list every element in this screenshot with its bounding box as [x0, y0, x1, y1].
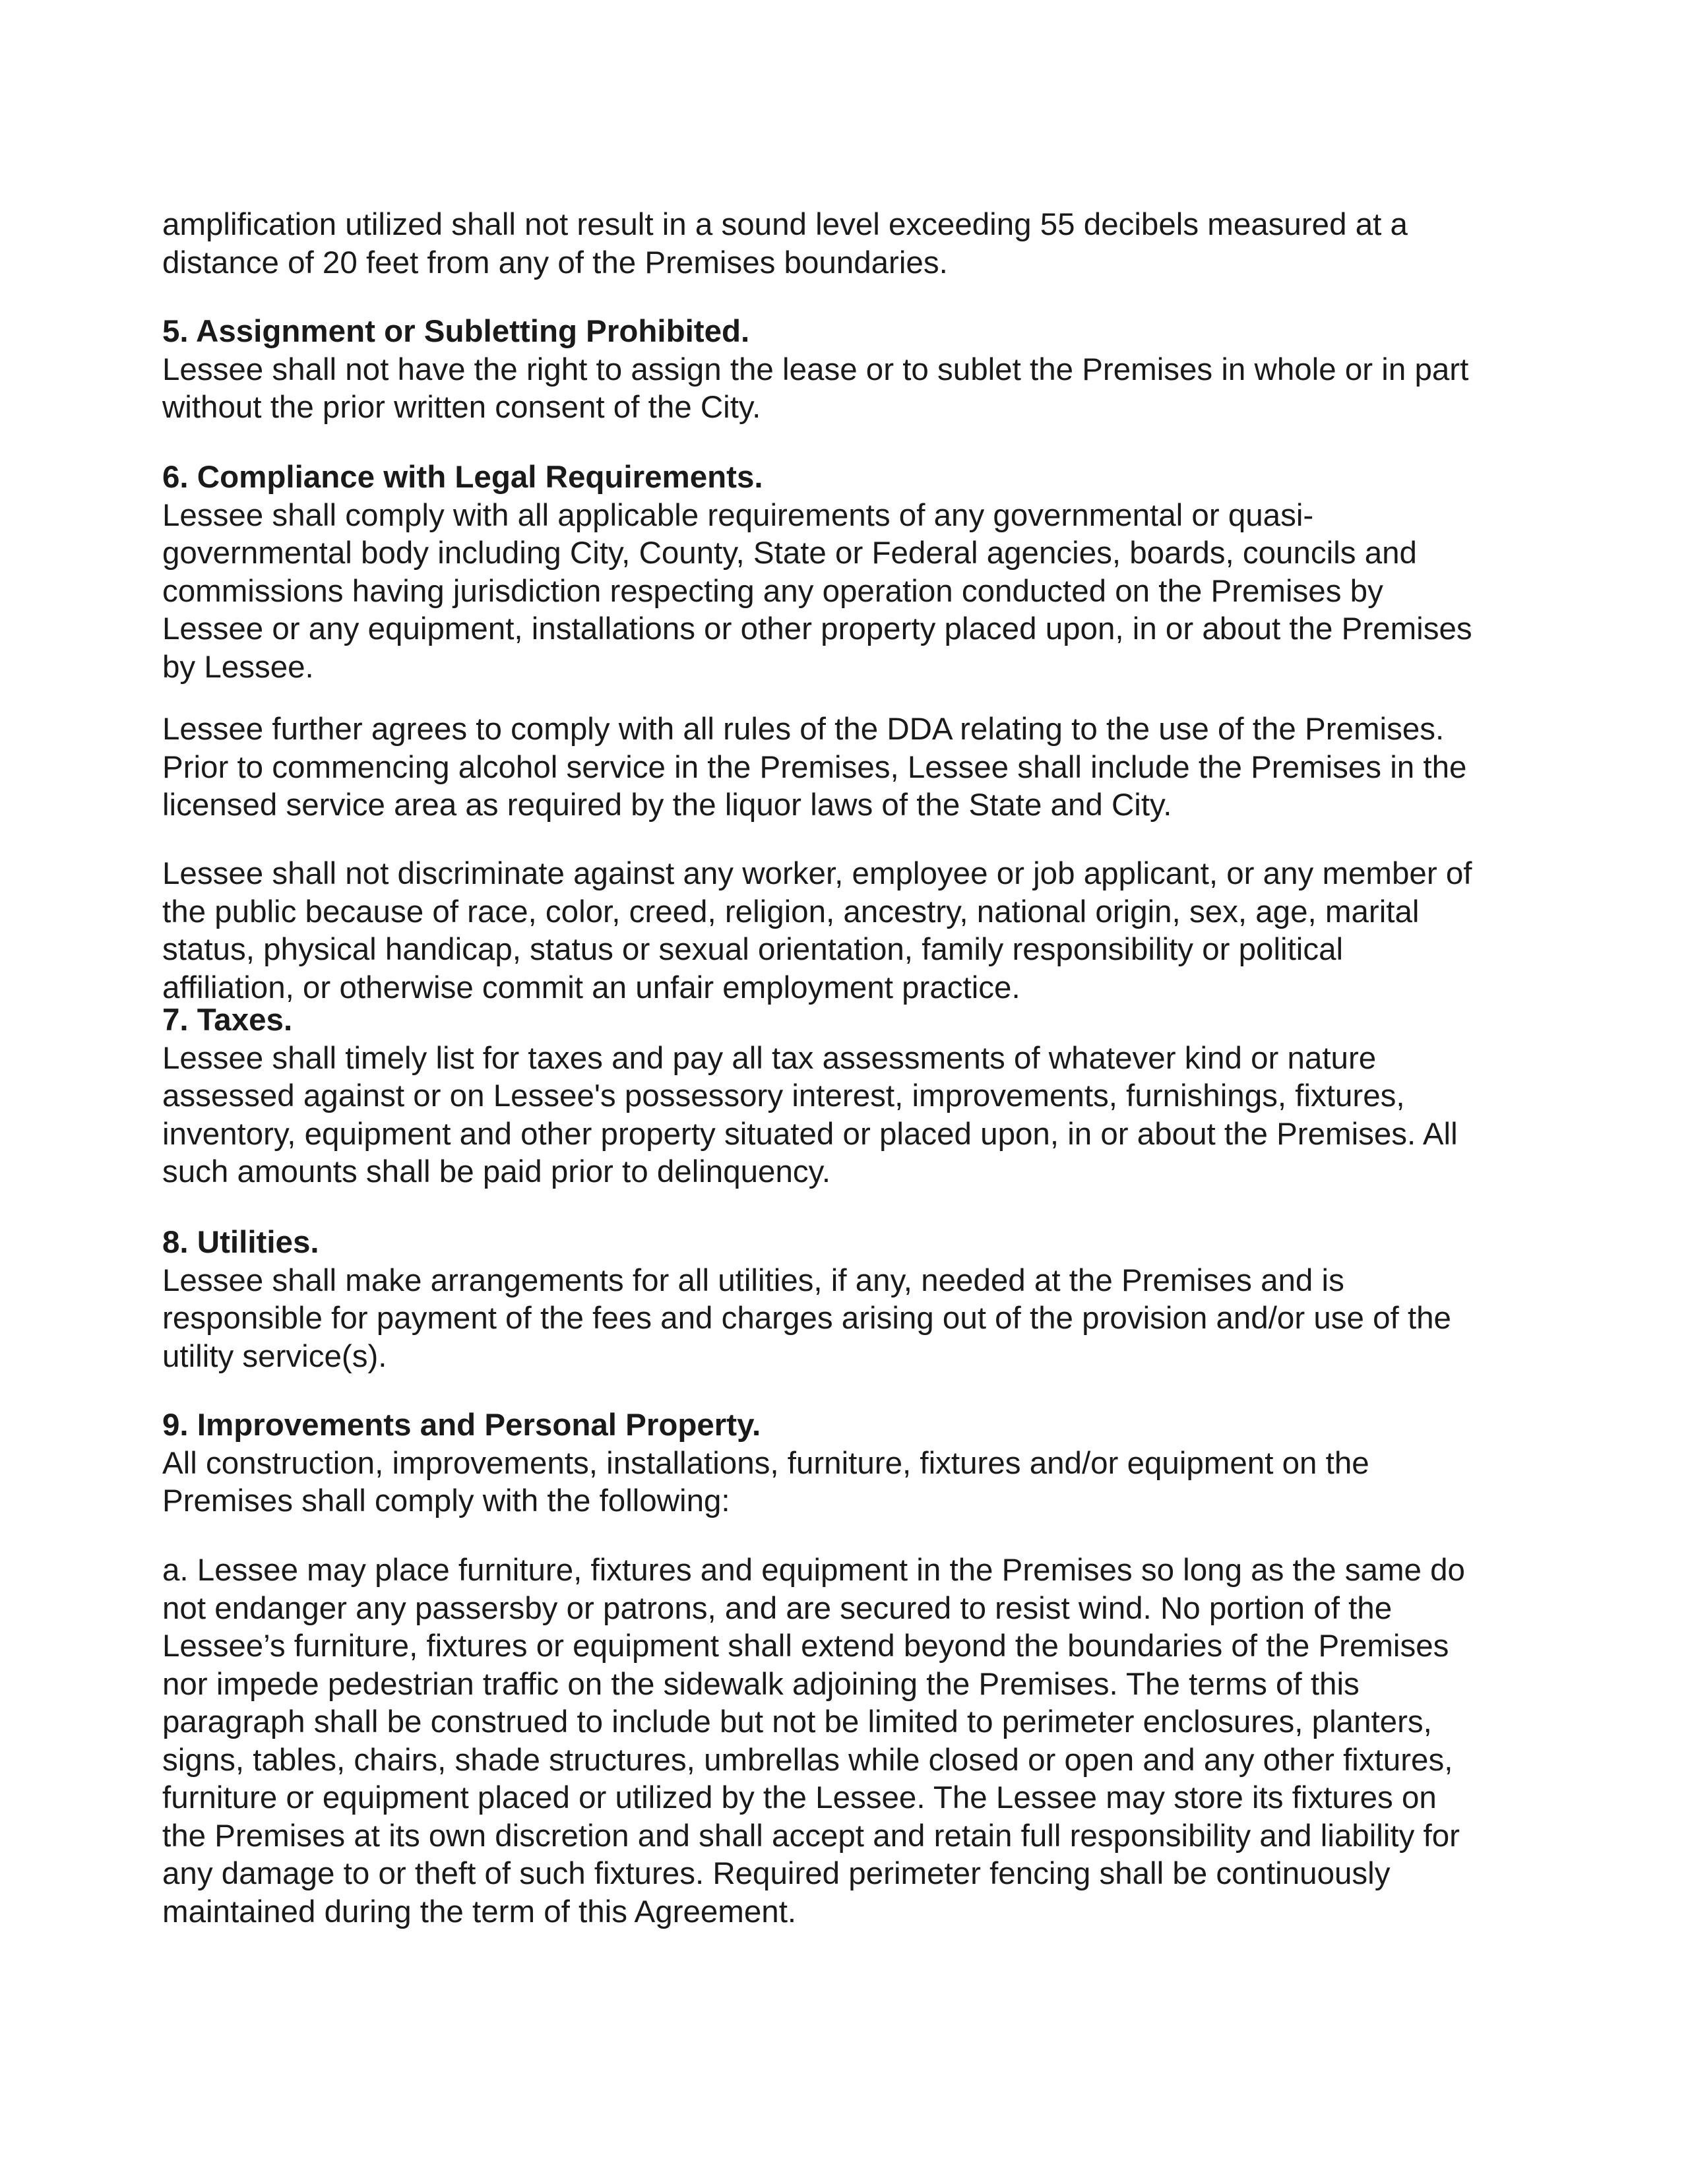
section-heading: 5. Assignment or Subletting Prohibited.	[162, 314, 750, 349]
text-line: nor impede pedestrian traffic on the sidewalk adjoining the Premises. The terms of this	[162, 1666, 1360, 1702]
text-line: by Lessee.	[162, 649, 314, 685]
text-line: Prior to commencing alcohol service in the Premises, Lessee shall include the Premises in the	[162, 749, 1467, 785]
text-line: Lessee or any equipment, installations or other property placed upon, in or about the Premises	[162, 611, 1472, 646]
text-line: All construction, improvements, installations, furniture, fixtures and/or equipment on the	[162, 1445, 1369, 1481]
text-line: maintained during the term of this Agreement.	[162, 1894, 797, 1929]
section-5	[162, 313, 1468, 427]
text-line: inventory, equipment and other property situated or placed upon, in or about the Premises. All	[162, 1116, 1458, 1152]
text-line: not endanger any passersby or patrons, and are secured to resist wind. No portion of the	[162, 1590, 1393, 1626]
text-line: governmental body including City, County, State or Federal agencies, boards, councils and	[162, 536, 1417, 571]
section-heading: 6. Compliance with Legal Requirements.	[162, 460, 763, 495]
text-line: Premises shall comply with the following:	[162, 1483, 730, 1518]
text-line: paragraph shall be construed to include but not be limited to perimeter enclosures, planters,	[162, 1704, 1432, 1739]
section-6	[162, 458, 1472, 686]
text-line: a. Lessee may place furniture, fixtures and equipment in the Premises so long as the same do	[162, 1553, 1465, 1588]
text-line: Lessee shall timely list for taxes and pay all tax assessments of whatever kind or nature	[162, 1040, 1377, 1076]
non-discrimination-paragraph	[162, 855, 1472, 1007]
section-heading: 7. Taxes.	[162, 1003, 293, 1038]
text-line: the public because of race, color, creed, religion, ancestry, national origin, sex, age, marital	[162, 894, 1420, 929]
dda-compliance-paragraph	[162, 710, 1466, 825]
text-line: without the prior written consent of the City.	[162, 390, 761, 425]
text-line: commissions having jurisdiction respecting any operation conducted on the Premises by	[162, 573, 1383, 609]
section-7	[162, 1001, 1458, 1191]
text-line: responsible for payment of the fees and charges arising out of the provision and/or use of the	[162, 1301, 1451, 1336]
text-line: Lessee shall not have the right to assign the lease or to sublet the Premises in whole or in part	[162, 352, 1469, 387]
text-line: Lessee’s furniture, fixtures or equipment shall extend beyond the boundaries of the Premises	[162, 1629, 1449, 1664]
section-9	[162, 1406, 1369, 1520]
text-line: signs, tables, chairs, shade structures, umbrellas while closed or open and any other fixtures,	[162, 1742, 1453, 1778]
text-line: any damage to or theft of such fixtures. Required perimeter fencing shall be continuously	[162, 1856, 1391, 1891]
section-8	[162, 1224, 1451, 1375]
text-line: Lessee further agrees to comply with all rules of the DDA relating to the use of the Premises.	[162, 712, 1445, 747]
text-line: Lessee shall comply with all applicable requirements of any governmental or quasi-	[162, 497, 1314, 533]
text-line: distance of 20 feet from any of the Premises boundaries.	[162, 245, 948, 280]
text-line: amplification utilized shall not result in a sound level exceeding 55 decibels measured at a	[162, 207, 1408, 242]
text-line: the Premises at its own discretion and shall accept and retain full responsibility and liability for	[162, 1818, 1460, 1854]
text-line: Lessee shall make arrangements for all utilities, if any, needed at the Premises and is	[162, 1263, 1344, 1298]
text-line: utility service(s).	[162, 1338, 387, 1374]
text-line: Lessee shall not discriminate against any worker, employee or job applicant, or any member of	[162, 856, 1472, 891]
text-line: affiliation, or otherwise commit an unfair employment practice.	[162, 970, 1020, 1005]
text-line: licensed service area as required by the liquor laws of the State and City.	[162, 788, 1172, 823]
section-heading: 9. Improvements and Personal Property.	[162, 1408, 761, 1443]
text-line: furniture or equipment placed or utilized by the Lessee. The Lessee may store its fixtures on	[162, 1780, 1437, 1815]
text-line: status, physical handicap, status or sexual orientation, family responsibility or political	[162, 932, 1344, 967]
section-9-item-a	[162, 1551, 1465, 1931]
intro-paragraph	[162, 206, 1408, 282]
text-line: such amounts shall be paid prior to delinquency.	[162, 1154, 831, 1189]
section-heading: 8. Utilities.	[162, 1225, 319, 1260]
text-line: assessed against or on Lessee's possessory interest, improvements, furnishings, fixtures,	[162, 1078, 1405, 1113]
